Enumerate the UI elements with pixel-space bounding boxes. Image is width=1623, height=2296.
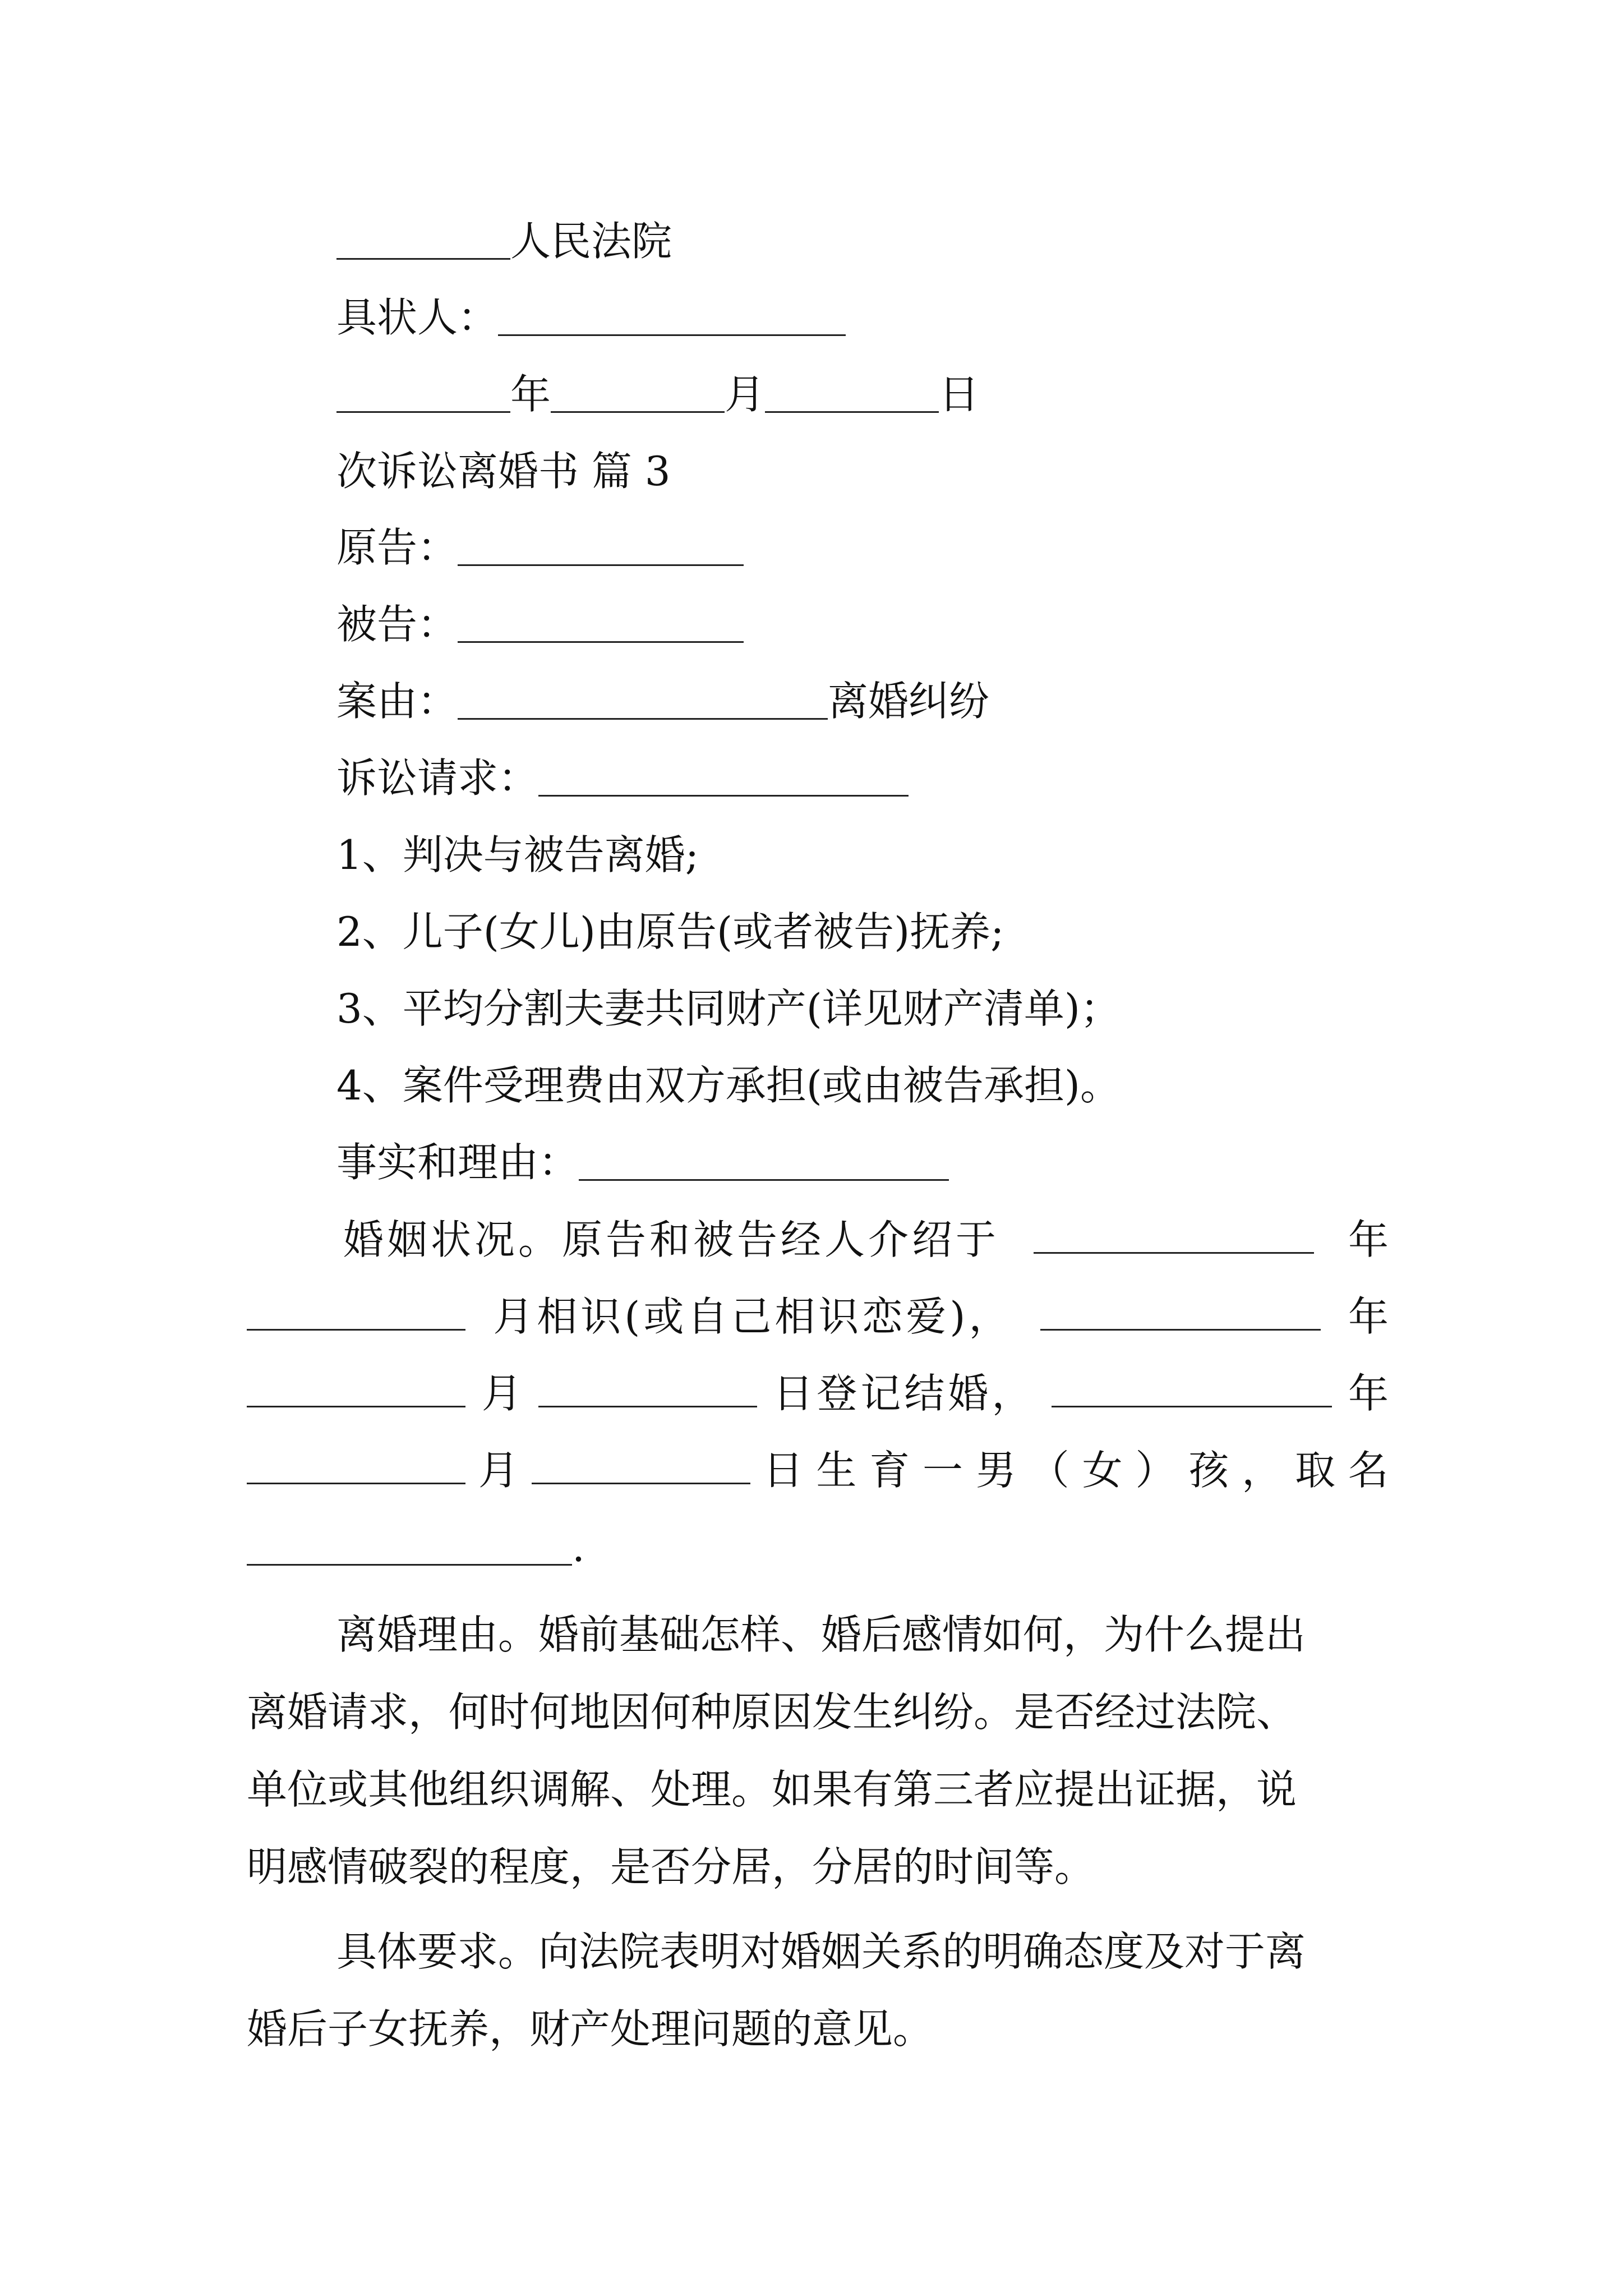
facts-blank[interactable] [579, 1134, 949, 1181]
birth-char: 日 [763, 1447, 804, 1494]
birth-char: 生 [816, 1447, 857, 1494]
claim-item: 3、平均分割夫妻共同财产(详见财产清单)； [336, 985, 1121, 1032]
requirements-paragraph [247, 1913, 1389, 2068]
meet-month-blank[interactable] [247, 1284, 465, 1331]
birth-char: 取 [1294, 1447, 1335, 1494]
facts-label: 事实和理由： [336, 1139, 579, 1186]
birth-char: （ [1029, 1447, 1069, 1494]
petitioner-label: 具状人： [336, 294, 499, 341]
birth-year-label: 年 [1348, 1370, 1389, 1417]
end-dot: . [572, 1524, 585, 1571]
cause-suffix: 离婚纠纷 [828, 678, 990, 725]
day-label: 日 [939, 371, 980, 418]
court-name-blank[interactable] [336, 213, 510, 260]
month-blank[interactable] [551, 366, 725, 413]
plaintiff-label: 原告： [336, 524, 458, 571]
birth-char: 名 [1348, 1447, 1389, 1494]
date-line [0, 361, 1623, 428]
birth-char: ） [1135, 1447, 1176, 1494]
cause-line [0, 668, 1623, 735]
meet-year-blank[interactable] [1034, 1207, 1314, 1254]
child-name-line [0, 1513, 1623, 1581]
birth-year-blank[interactable] [1052, 1361, 1332, 1407]
marriage-line-1 [343, 1206, 1389, 1273]
birth-day-blank[interactable] [532, 1438, 750, 1484]
claims-label: 诉讼请求： [336, 754, 539, 802]
birth-char: 一 [923, 1447, 963, 1494]
register-text: 日登记结婚， [773, 1370, 1036, 1417]
claim-item: 1、判决与被告离婚; [336, 831, 699, 878]
register-year-label: 年 [1348, 1293, 1389, 1340]
child-name-blank[interactable] [247, 1519, 572, 1566]
section-title: 次诉讼离婚书 篇 3 [336, 448, 671, 495]
birth-char: 男 [975, 1447, 1016, 1494]
paragraph-line: 婚后子女抚养，财产处理问题的意见。 [247, 2005, 934, 2053]
register-year-blank[interactable] [1040, 1284, 1321, 1331]
cause-label: 案由： [336, 678, 458, 725]
birth-char: 育 [869, 1447, 910, 1494]
petitioner-line [0, 284, 1623, 351]
paragraph-line: 具体要求。向法院表明对婚姻关系的明确态度及对于离 [336, 1928, 1306, 1975]
year-label: 年 [510, 371, 551, 418]
register-month-blank[interactable] [247, 1361, 465, 1407]
defendant-line [0, 591, 1623, 658]
cause-blank[interactable] [458, 673, 828, 720]
marriage-line-2 [247, 1283, 1389, 1350]
day-blank[interactable] [765, 366, 939, 413]
marriage-line-4 [247, 1437, 1389, 1504]
reasons-paragraph [247, 1596, 1389, 1906]
court-line [0, 208, 1623, 275]
paragraph-line: 离婚理由。婚前基础怎样、婚后感情如何，为什么提出 [336, 1611, 1306, 1658]
birth-char: 女 [1082, 1447, 1123, 1494]
birth-month-label: 月 [478, 1447, 519, 1494]
claims-blank[interactable] [538, 750, 909, 797]
claim-item: 4、案件受理费由双方承担(或由被告承担)。 [336, 1062, 1121, 1109]
meet-text: 月相识(或自己相识恋爱)， [493, 1293, 1013, 1340]
claims-line [0, 744, 1623, 812]
claim-item: 2、儿子(女儿)由原告(或者被告)抚养; [336, 908, 1004, 955]
defendant-blank[interactable] [458, 596, 744, 643]
birth-char: ， [1242, 1447, 1283, 1494]
petitioner-blank[interactable] [498, 289, 846, 336]
marriage-line-3 [247, 1360, 1389, 1427]
paragraph-line: 单位或其他组织调解、处理。如果有第三者应提出证据，说 [247, 1766, 1297, 1813]
paragraph-line: 明感情破裂的程度，是否分居，分居的时间等。 [247, 1843, 1095, 1890]
plaintiff-line [0, 514, 1623, 581]
register-day-blank[interactable] [538, 1361, 757, 1407]
register-month-label: 月 [481, 1370, 522, 1417]
paragraph-line: 离婚请求，何时何地因何种原因发生纠纷。是否经过法院、 [247, 1688, 1297, 1736]
meet-year-label: 年 [1348, 1216, 1389, 1263]
month-label: 月 [725, 371, 766, 418]
marriage-text: 婚姻状况。原告和被告经人介绍于 [343, 1216, 1000, 1263]
court-suffix: 人民法院 [510, 218, 672, 265]
plaintiff-blank[interactable] [458, 519, 744, 566]
year-blank[interactable] [336, 366, 510, 413]
birth-char: 孩 [1188, 1447, 1229, 1494]
facts-line [0, 1129, 1623, 1196]
defendant-label: 被告： [336, 601, 458, 648]
birth-month-blank[interactable] [247, 1438, 465, 1484]
